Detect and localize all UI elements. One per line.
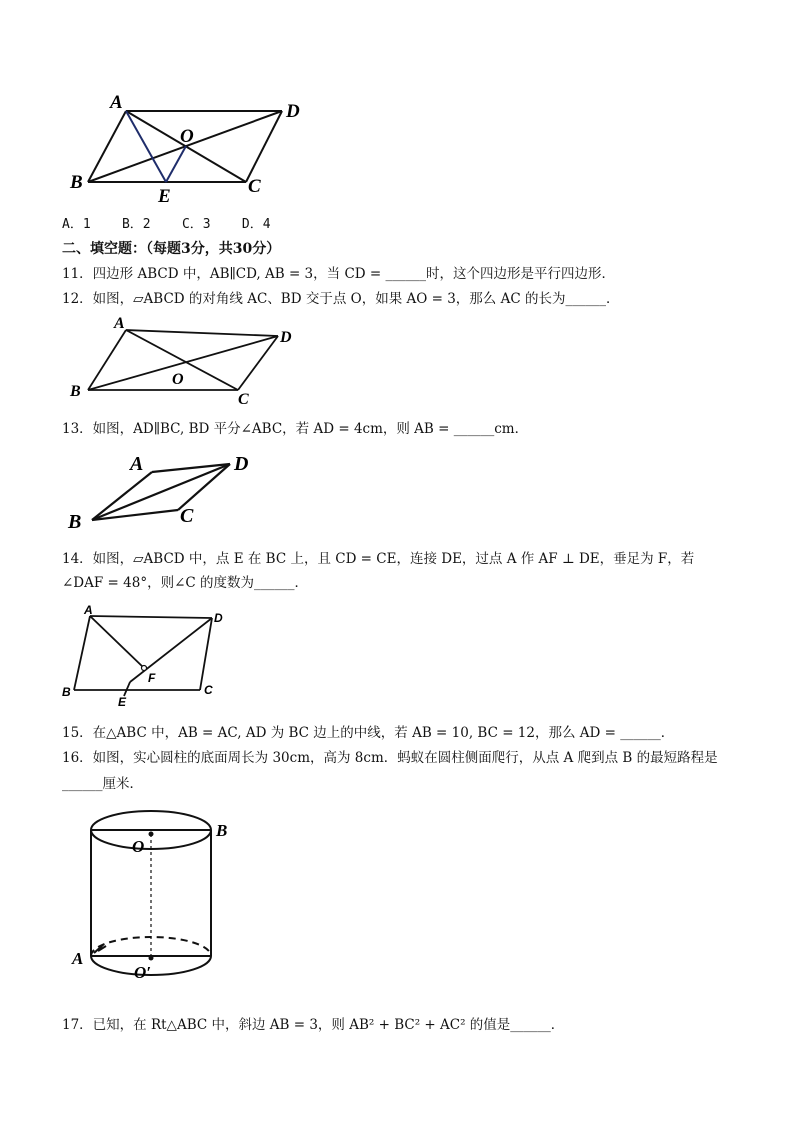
label-c: C (238, 391, 249, 408)
label-c: C (204, 683, 213, 697)
label-b: B (62, 685, 71, 699)
label-b: B (216, 821, 228, 840)
answer-options (62, 216, 271, 234)
label-a: A (130, 453, 144, 475)
label-b: B (68, 511, 82, 533)
label-e: E (158, 186, 171, 207)
question-14-line-1: 14．如图，▱ABCD 中，点 E 在 BC 上，且 CD = CE，连接 DE，过点 A 作 AF ⊥ DE，垂足为 F，若 (62, 551, 695, 567)
label-o: O (132, 837, 145, 856)
question-13: 13．如图，AD∥BC, BD 平分∠ABC，若 AD = 4cm，则 AB = ______cm． (62, 421, 529, 437)
figure-14 (58, 602, 228, 706)
label-o-prime: O′ (134, 963, 152, 982)
option-a: A．1 (62, 217, 91, 232)
question-11: 11．四边形 ABCD 中，AB∥CD, AB = 3，当 CD = ______时，这个四边形是平行四边形． (62, 266, 615, 282)
figure-16-cylinder (66, 808, 246, 988)
figure-13 (64, 448, 284, 536)
option-b: B．2 (121, 217, 151, 232)
label-c: C (248, 176, 261, 197)
label-o: O (180, 126, 194, 147)
question-16-line-1: 16．如图，实心圆柱的底面周长为 30cm，高为 8cm．蚂蚁在圆柱侧面爬行，从点 A 爬到点 B 的最短路程是 (62, 750, 718, 766)
figure-parallelogram-e (60, 88, 340, 208)
label-a: A (72, 949, 84, 968)
option-d: D．4 (241, 217, 271, 232)
label-a: A (84, 603, 93, 617)
label-d: D (280, 329, 292, 346)
label-b: B (70, 172, 83, 193)
label-d: D (214, 611, 223, 625)
label-e: E (118, 695, 127, 706)
label-c: C (180, 505, 194, 527)
label-f: F (148, 671, 156, 685)
question-17: 17．已知，在 Rt△ABC 中，斜边 AB = 3，则 AB² + BC² + AC² 的值是______． (62, 1017, 565, 1033)
label-o: O (172, 371, 184, 388)
label-d: D (234, 453, 249, 475)
label-a: A (110, 92, 123, 113)
figure-12 (64, 312, 304, 412)
option-c: C．3 (181, 217, 211, 232)
question-12: 12．如图，▱ABCD 的对角线 AC、BD 交于点 O，如果 AO = 3，那么 AC 的长为______． (62, 291, 620, 307)
question-14-line-2: ∠DAF = 48°，则∠C 的度数为______． (62, 575, 309, 591)
label-d: D (286, 101, 300, 122)
question-15: 15．在△ABC 中，AB = AC, AD 为 BC 边上的中线，若 AB = 10, BC = 12，那么 AD = ______． (62, 725, 675, 741)
label-b: B (70, 383, 81, 400)
label-a: A (114, 315, 125, 332)
section-title: 二、填空题：（每题3分，共30分） (62, 241, 281, 257)
question-16-line-2: ______厘米． (62, 776, 143, 792)
